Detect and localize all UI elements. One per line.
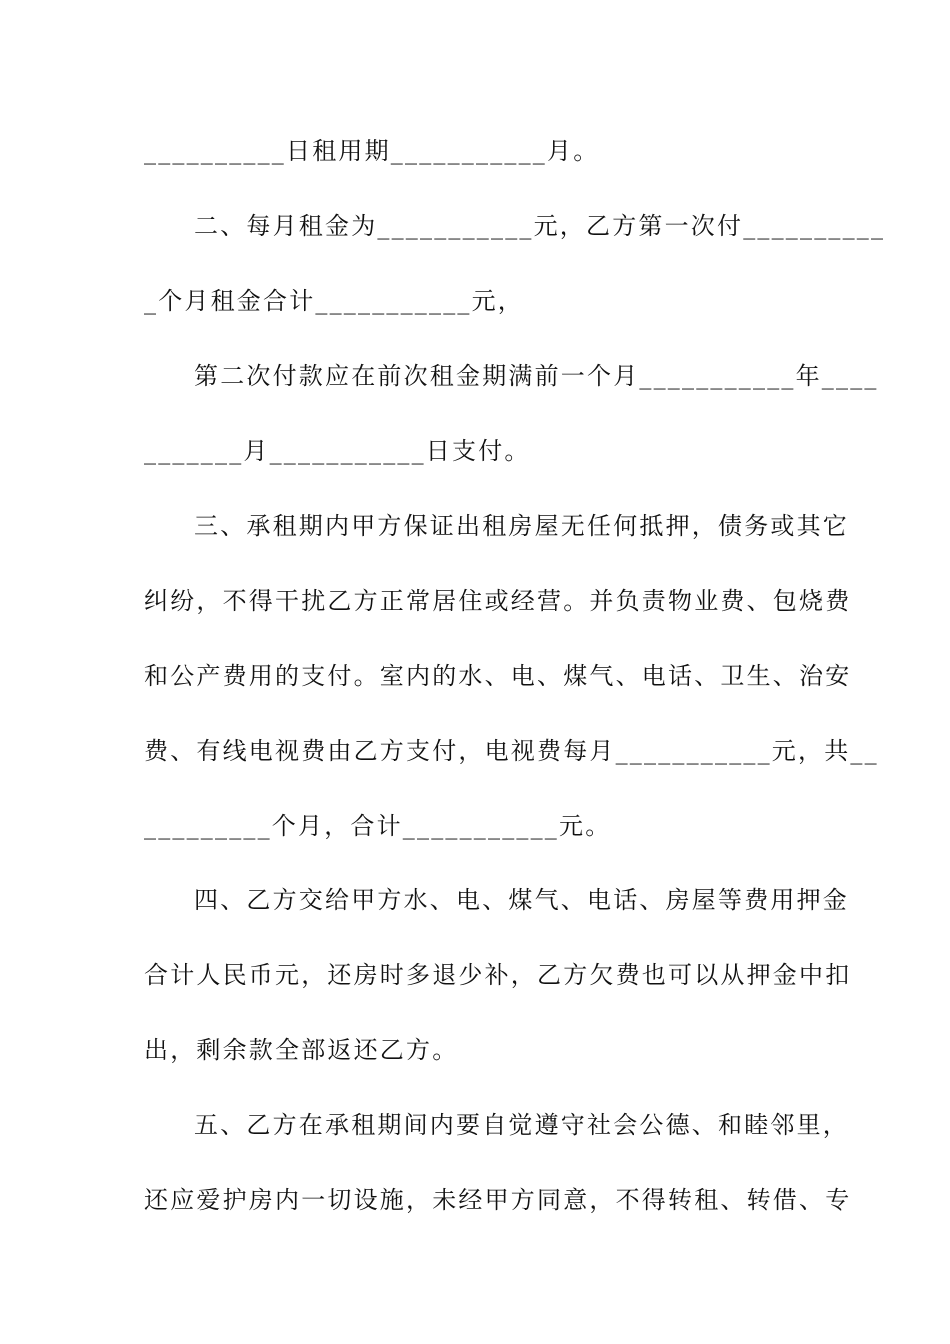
text-line: 出，剩余款全部返还乙方。 <box>144 1036 459 1064</box>
text-line: 三、承租期内甲方保证出租房屋无任何抵押，债务或其它 <box>194 512 849 540</box>
text-line: 费、有线电视费由乙方支付，电视费每月___________元，共__ <box>144 737 879 765</box>
text-line: 第二次付款应在前次租金期满前一个月___________年____ <box>194 362 879 390</box>
text-line: 四、乙方交给甲方水、电、煤气、电话、房屋等费用押金 <box>194 886 849 914</box>
text-line: 合计人民币元，还房时多退少补，乙方欠费也可以从押金中扣 <box>144 961 852 989</box>
text-line: 二、每月租金为___________元，乙方第一次付__________ <box>194 212 886 240</box>
text-line: 和公产费用的支付。室内的水、电、煤气、电话、卫生、治安 <box>144 662 852 690</box>
text-line: _______月___________日支付。 <box>144 437 531 465</box>
text-line: _________个月，合计___________元。 <box>144 812 612 840</box>
text-line: __________日租用期___________月。 <box>144 137 600 165</box>
text-line: 纠纷，不得干扰乙方正常居住或经营。并负责物业费、包烧费 <box>144 587 852 615</box>
text-line: _个月租金合计___________元， <box>144 287 524 315</box>
text-line: 五、乙方在承租期间内要自觉遵守社会公德、和睦邻里， <box>194 1111 849 1139</box>
text-line: 还应爱护房内一切设施，未经甲方同意，不得转租、转借、专 <box>144 1186 852 1214</box>
